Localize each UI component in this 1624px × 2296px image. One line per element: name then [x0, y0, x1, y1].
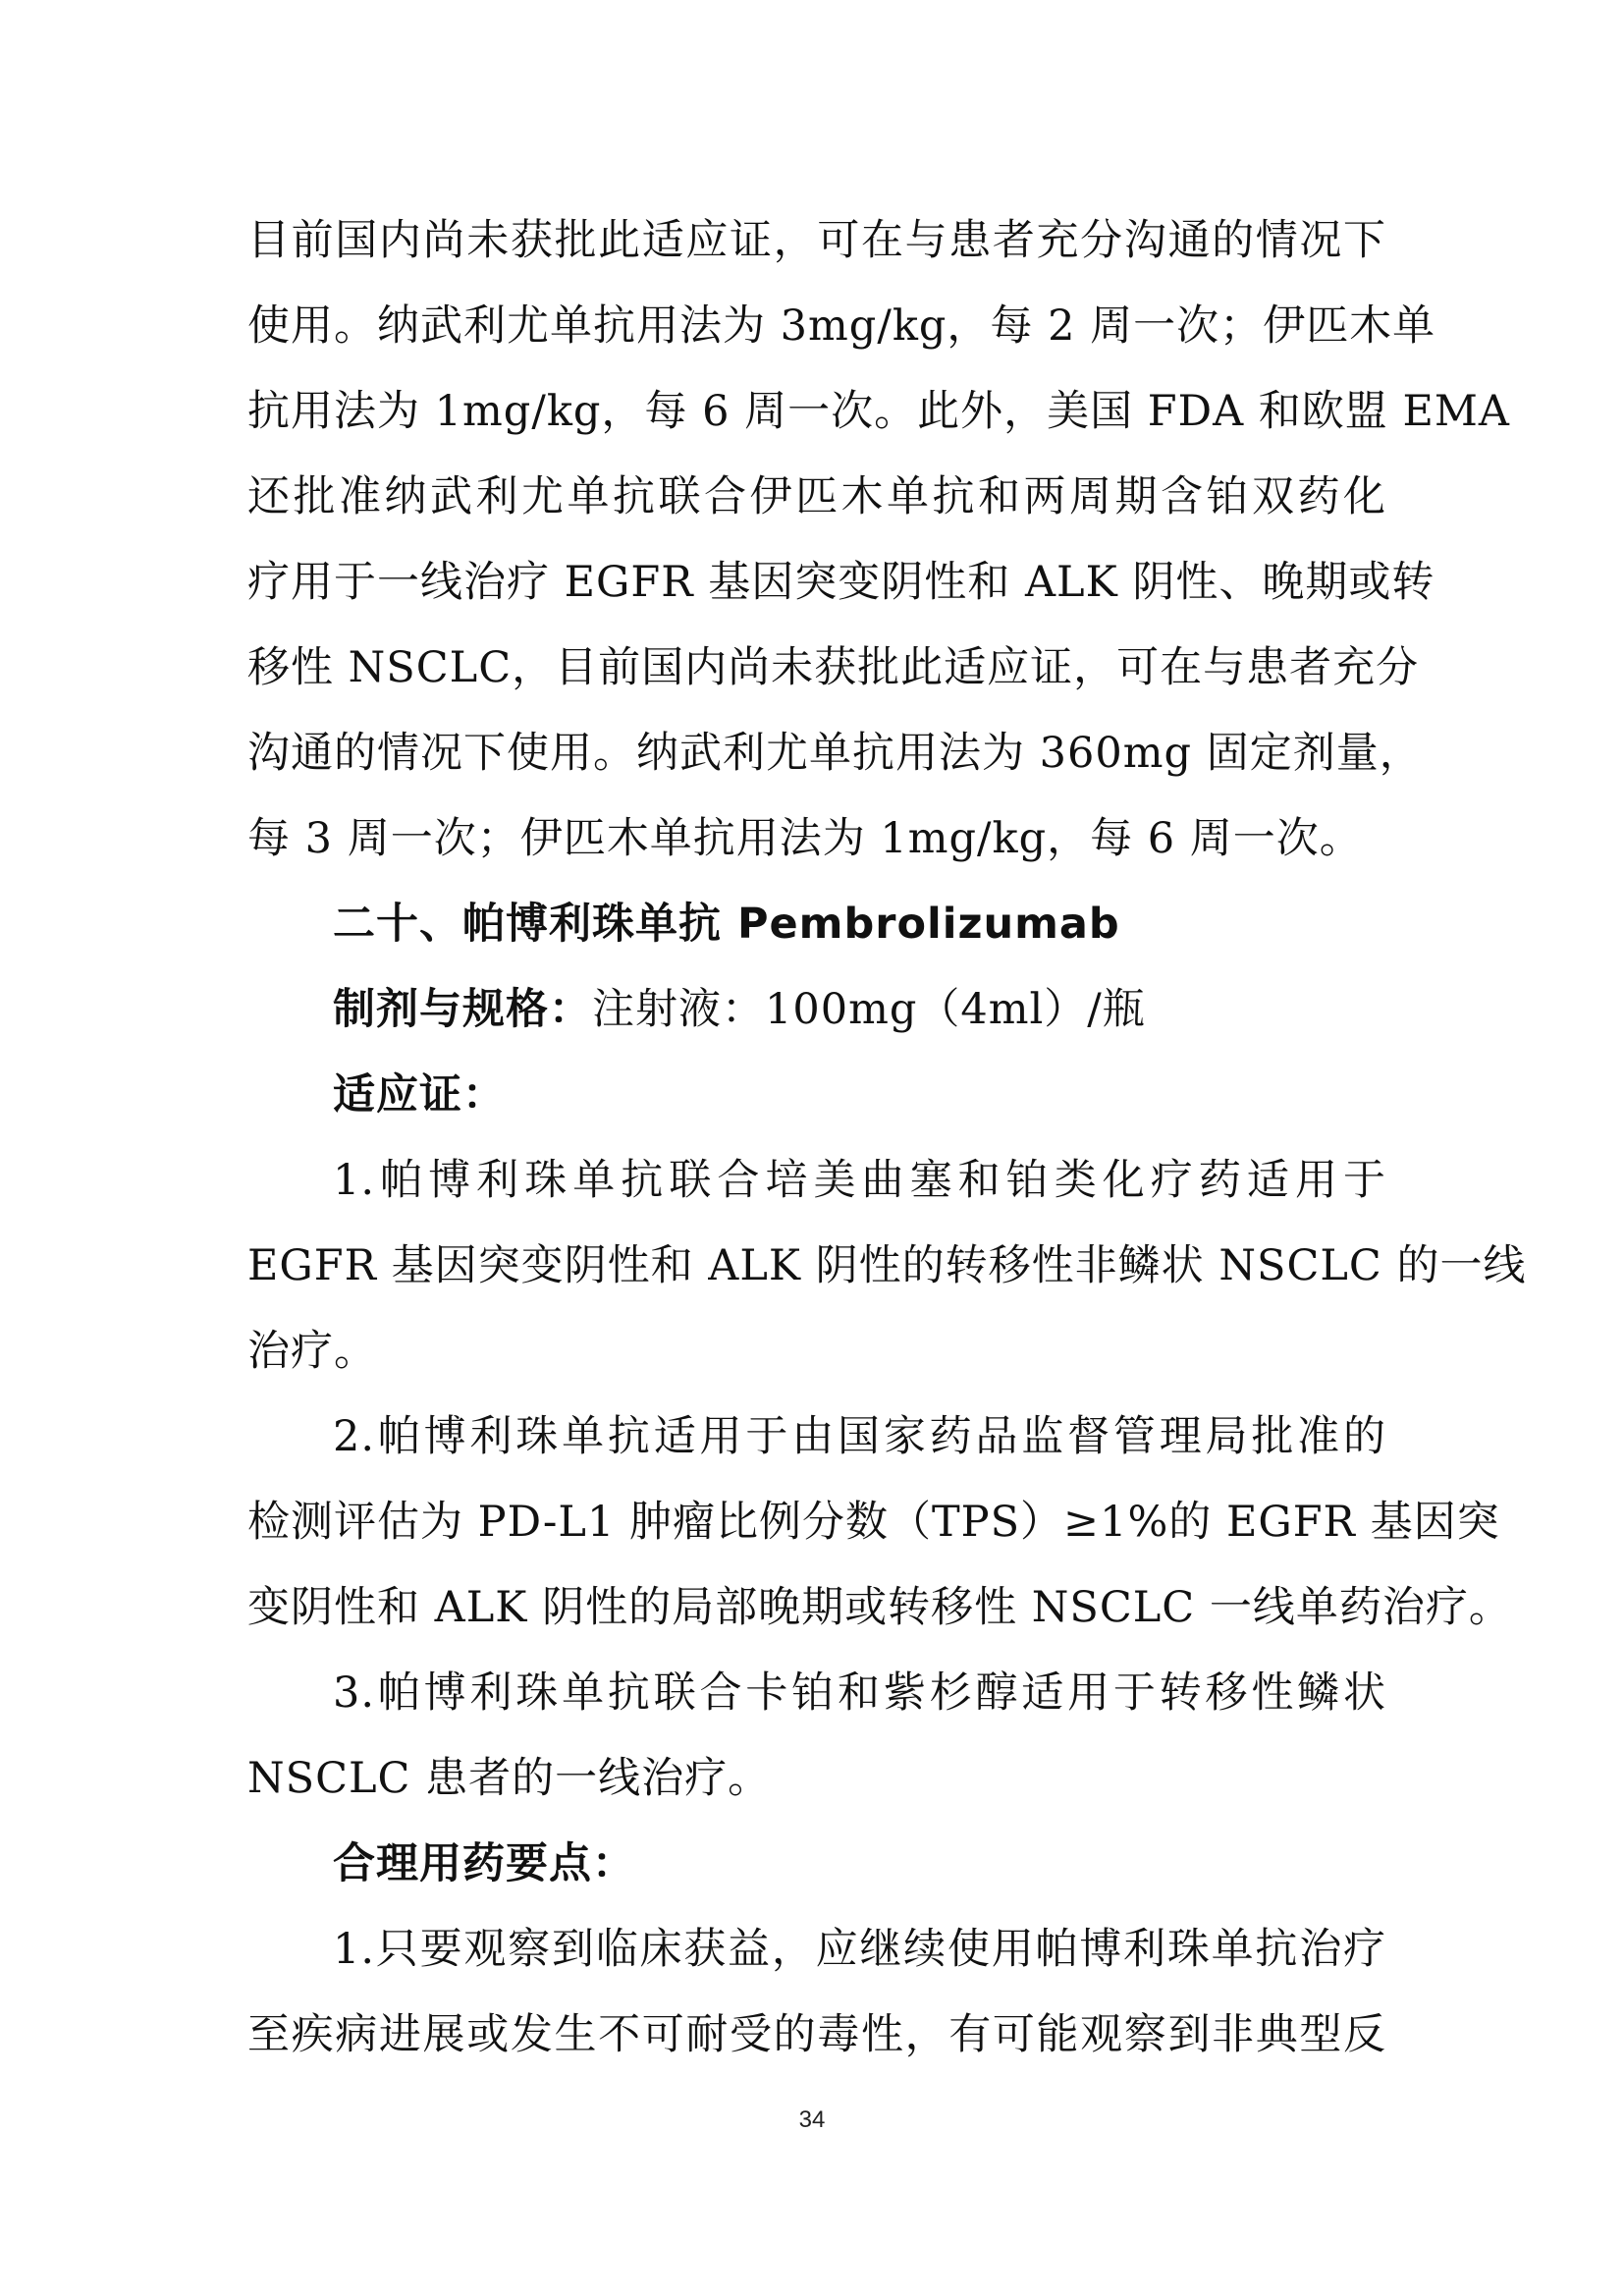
body-text-line: 变阴性和 ALK 阴性的局部晚期或转移性 NSCLC 一线单药治疗。 — [247, 1583, 1512, 1632]
body-text-line: NSCLC 患者的一线治疗。 — [247, 1754, 772, 1803]
body-text-line: 1.帕博利珠单抗联合培美曲塞和铂类化疗药适用于 — [333, 1156, 1386, 1205]
section-heading: 二十、帕博利珠单抗 Pembrolizumab — [333, 900, 1120, 949]
body-text-line: 2.帕博利珠单抗适用于由国家药品监督管理局批准的 — [333, 1412, 1386, 1461]
body-text-line: 还批准纳武利尤单抗联合伊匹木单抗和两周期含铂双药化 — [247, 472, 1386, 521]
body-text-line: 3.帕博利珠单抗联合卡铂和紫杉醇适用于转移性鳞状 — [333, 1668, 1386, 1718]
body-text-line: 疗用于一线治疗 EGFR 基因突变阴性和 ALK 阴性、晚期或转 — [247, 558, 1435, 607]
body-text-line: 检测评估为 PD-L1 肿瘤比例分数（TPS）≥1%的 EGFR 基因突 — [247, 1498, 1500, 1547]
body-text-line: 每 3 周一次；伊匹木单抗用法为 1mg/kg，每 6 周一次。 — [247, 814, 1363, 863]
body-text-line: 沟通的情况下使用。纳武利尤单抗用法为 360mg 固定剂量， — [247, 729, 1423, 778]
formulation-value: 注射液：100mg（4ml）/瓶 — [592, 985, 1146, 1034]
formulation-line — [333, 970, 1386, 1049]
indications-heading: 适应证： — [333, 1070, 506, 1120]
body-text-line: 1.只要观察到临床获益，应继续使用帕博利珠单抗治疗 — [333, 1925, 1386, 1974]
body-text-line: 至疾病进展或发生不可耐受的毒性，有可能观察到非典型反 — [247, 2010, 1386, 2059]
body-text-line: 使用。纳武利尤单抗用法为 3mg/kg，每 2 周一次；伊匹木单 — [247, 301, 1436, 351]
body-text-line: 抗用法为 1mg/kg，每 6 周一次。此外，美国 FDA 和欧盟 EMA — [247, 387, 1510, 436]
usage-points-heading: 合理用药要点： — [333, 1839, 635, 1888]
body-text-line: 目前国内尚未获批此适应证，可在与患者充分沟通的情况下 — [247, 216, 1386, 265]
formulation-label: 制剂与规格： — [333, 985, 592, 1034]
body-text-line: 移性 NSCLC，目前国内尚未获批此适应证，可在与患者充分 — [247, 643, 1420, 692]
page-number: 34 — [798, 2106, 826, 2133]
body-text-line: 治疗。 — [247, 1327, 377, 1376]
body-text-line: EGFR 基因突变阴性和 ALK 阴性的转移性非鳞状 NSCLC 的一线 — [247, 1241, 1527, 1290]
